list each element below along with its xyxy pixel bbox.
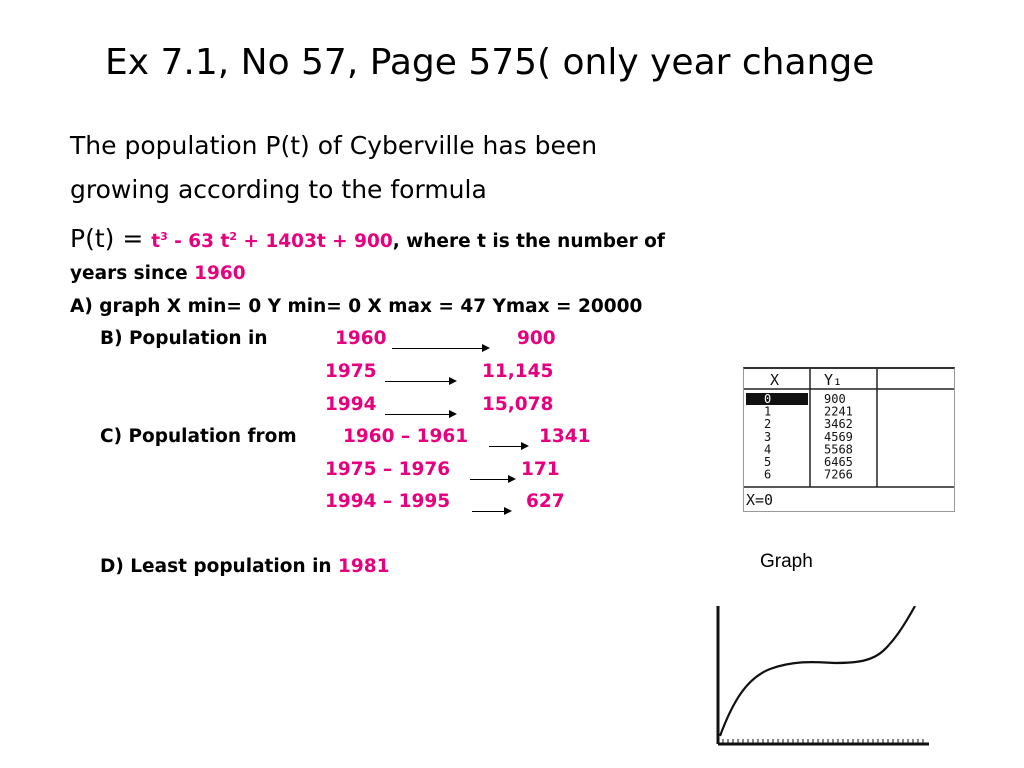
- part-b-pop-2: 11,145: [482, 361, 554, 382]
- years-since-line: [70, 263, 246, 284]
- arrow-icon: [470, 471, 514, 490]
- table-cell-x: 4: [764, 442, 772, 457]
- slide-title: Ex 7.1, No 57, Page 575( only year change: [105, 42, 875, 83]
- formula-term-2: - 63 t: [167, 231, 230, 252]
- part-b-year-1: 1960: [335, 328, 387, 349]
- part-d-line: [100, 556, 390, 577]
- years-since-label: years since: [70, 263, 195, 284]
- table-header-y1: Y₁: [824, 371, 843, 389]
- table-cell-y: 3462: [824, 417, 853, 432]
- arrow-icon: [385, 373, 455, 392]
- part-c-range-3: 1994 – 1995: [325, 491, 451, 512]
- part-c-label: C) Population from: [100, 426, 297, 447]
- formula-term-3: + 1403t + 900: [236, 231, 393, 252]
- part-b-label: B) Population in: [100, 328, 268, 349]
- formula-suffix: , where t is the number of: [392, 231, 665, 252]
- table-cell-y: 7266: [824, 467, 853, 482]
- table-cell-x: 5: [764, 455, 772, 469]
- part-b-year-3: 1994: [325, 394, 377, 415]
- population-curve: [720, 606, 915, 736]
- formula-exponent-2: 2: [229, 230, 237, 243]
- part-d-value: 1981: [338, 556, 390, 577]
- part-c-change-3: 627: [526, 491, 565, 512]
- calculator-graph-svg: [715, 606, 929, 748]
- graph-label: Graph: [760, 551, 813, 572]
- table-cell-y: 4569: [824, 429, 853, 444]
- arrow-icon: [385, 406, 455, 425]
- formula-lhs: P(t) =: [70, 224, 152, 253]
- calculator-table-svg: [744, 369, 954, 511]
- part-b-year-2: 1975: [325, 361, 377, 382]
- part-d-label: D) Least population in: [100, 556, 339, 577]
- intro-line-1: The population P(t) of Cyberville has been: [70, 131, 598, 160]
- formula-exponent-3: 3: [160, 230, 168, 243]
- years-since-value: 1960: [194, 263, 246, 284]
- part-b-pop-1: 900: [517, 328, 556, 349]
- part-a-line: A) graph X min= 0 Y min= 0 X max = 47 Ymax = 20000: [70, 296, 643, 317]
- selected-cell-highlight: [746, 393, 808, 405]
- part-c-change-2: 171: [521, 459, 560, 480]
- intro-line-2: growing according to the formula: [70, 175, 487, 204]
- arrow-icon: [472, 503, 510, 522]
- table-footer: X=0: [746, 491, 774, 509]
- part-b-pop-3: 15,078: [482, 394, 554, 415]
- table-cell-x: 1: [764, 404, 772, 419]
- arrow-icon: [489, 438, 527, 457]
- table-cell-x: 3: [764, 429, 772, 444]
- part-c-change-1: 1341: [539, 426, 591, 447]
- table-cell-y: 900: [824, 392, 846, 406]
- x-axis-ticks: [723, 739, 923, 744]
- table-cell-y: 2241: [824, 404, 853, 419]
- table-cell-y: 6465: [824, 455, 853, 469]
- table-cell-x: 0: [764, 392, 772, 406]
- table-cell-x: 2: [764, 417, 772, 432]
- formula-line: [70, 224, 665, 253]
- table-cell-y: 5568: [824, 442, 853, 457]
- table-header-x: X: [770, 371, 780, 389]
- calculator-table-screen: [743, 367, 955, 512]
- arrow-icon: [392, 340, 488, 359]
- table-cell-x: 6: [764, 467, 772, 482]
- formula-term-1: t: [151, 231, 161, 252]
- part-c-range-2: 1975 – 1976: [325, 459, 451, 480]
- calculator-graph-screen: [715, 606, 929, 748]
- part-c-range-1: 1960 – 1961: [343, 426, 469, 447]
